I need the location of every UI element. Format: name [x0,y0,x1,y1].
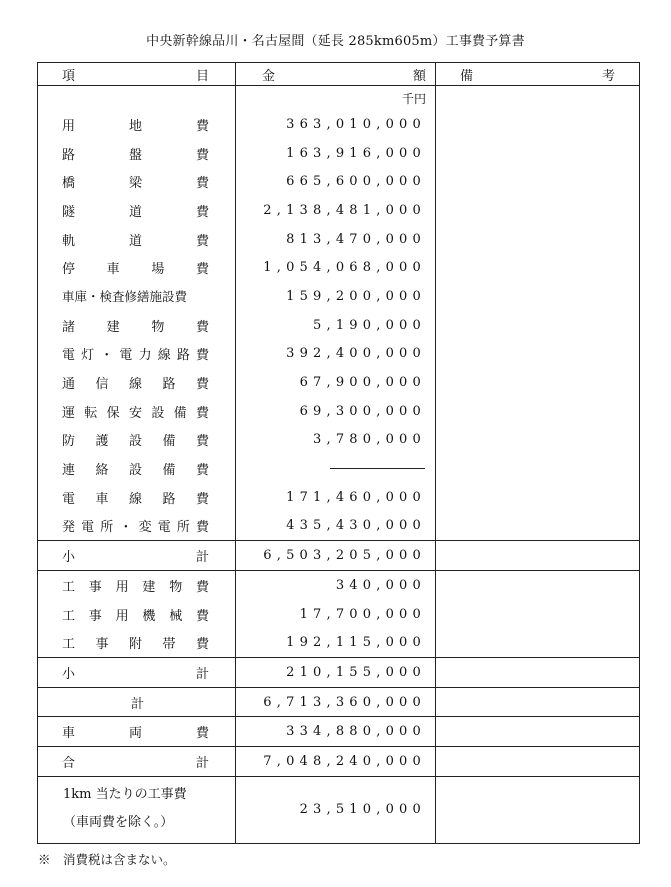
subtotal-label [38,541,236,571]
item-label: 発電所・変電所費 [38,512,236,541]
item-label: 諸建物費 [38,311,236,340]
total-row [38,687,640,717]
grand-total-label [38,747,236,777]
grand-total-label-a: 合 [62,755,76,771]
per-km-label [38,776,236,843]
per-km-label-line1: 1km 当たりの工事費 [63,786,187,802]
subtotal-amount: 6,503,205,000 [236,541,436,571]
subtotal-label-b: 計 [195,550,209,566]
amount-value: 3,780,000 [236,426,436,455]
amount-value: 392,400,000 [236,340,436,369]
amount-value: 1,054,068,000 [236,253,436,282]
item-label: 電車線路費 [38,483,236,512]
amount-value: 813,470,000 [236,225,436,254]
header-note-a: 備 [460,68,474,84]
subtotal-label-a: 小 [62,550,76,566]
unit-row [38,86,640,111]
header-item [38,63,236,86]
document-title: 中央新幹線品川・名古屋間（延長 285km605m）工事費予算書 [146,34,525,49]
vehicle-label-c: 費 [195,726,209,742]
header-note-b: 考 [601,68,615,84]
amount-value: 2,138,481,000 [236,196,436,225]
amount-value: 17,700,000 [236,600,436,629]
amount-value: 171,460,000 [236,483,436,512]
table-row [38,571,640,600]
notes-cell [436,571,640,658]
vehicle-amount: 334,880,000 [236,717,436,747]
item-label: 車庫・検査修繕施設費 [38,282,236,311]
item-label: 路盤費 [38,139,236,168]
per-km-amount: 23,510,000 [236,776,436,843]
amount-value: 192,115,000 [236,628,436,657]
item-label: 軌道費 [38,225,236,254]
nil-dash [330,468,425,469]
header-amount [236,63,436,86]
item-label: 用地費 [38,110,236,139]
vehicle-label-a: 車 [62,726,76,742]
footnote: ※ 消費税は含まない。 [38,852,176,867]
notes-cell [436,717,640,747]
notes-cell [436,658,640,688]
item-label: 橋梁費 [38,167,236,196]
amount-value: 163,916,000 [236,139,436,168]
header-item-b: 目 [195,68,209,84]
header-note [436,63,640,86]
header-amount-a: 金 [262,68,276,84]
subtotal-label-a: 小 [62,666,76,682]
item-label: 隧道費 [38,196,236,225]
amount-value: 67,900,000 [236,368,436,397]
amount-value: 69,300,000 [236,397,436,426]
unit-label: 千円 [236,86,436,111]
amount-value: 340,000 [236,571,436,600]
total-amount: 6,713,360,000 [236,687,436,717]
amount-value: 159,200,000 [236,282,436,311]
notes-cell [436,86,640,541]
header-amount-b: 額 [412,68,426,84]
per-km-label-line2: （車両費を除く。） [63,814,174,830]
notes-cell [436,776,640,843]
subtotal-row [38,541,640,571]
amount-value: 435,430,000 [236,512,436,541]
item-label: 電灯・電力線路費 [38,340,236,369]
notes-cell [436,687,640,717]
amount-value: 5,190,000 [236,311,436,340]
item-label: 工事附帯費 [38,628,236,657]
item-label: 工事用機械費 [38,600,236,629]
subtotal-label-b: 計 [195,666,209,682]
item-label: 工事用建物費 [38,571,236,600]
table-header [38,63,640,86]
amount-value [236,454,436,483]
vehicle-row [38,717,640,747]
grand-total-row [38,747,640,777]
budget-table [37,62,640,844]
subtotal-row [38,658,640,688]
per-km-row [38,776,640,843]
vehicle-label [38,717,236,747]
item-label: 通信線路費 [38,368,236,397]
grand-total-label-b: 計 [195,755,209,771]
item-label: 停車場費 [38,253,236,282]
header-item-a: 項 [62,68,76,84]
amount-value: 665,600,000 [236,167,436,196]
grand-total-amount: 7,048,240,000 [236,747,436,777]
vehicle-label-b: 両 [128,726,142,742]
notes-cell [436,541,640,571]
amount-value: 363,010,000 [236,110,436,139]
notes-cell [436,747,640,777]
total-label: 計 [38,687,236,717]
subtotal-amount: 210,155,000 [236,658,436,688]
item-label: 運転保安設備費 [38,397,236,426]
item-label: 連絡設備費 [38,454,236,483]
item-label: 防護設備費 [38,426,236,455]
subtotal-label [38,658,236,688]
